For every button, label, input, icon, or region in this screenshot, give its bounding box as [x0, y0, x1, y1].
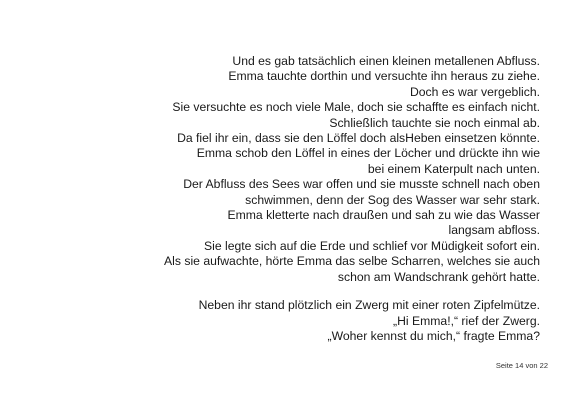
paragraph-1	[120, 54, 540, 285]
text-line: Als sie aufwachte, hörte Emma das selbe Scharren, welches sie auch	[164, 254, 540, 269]
text-line: Neben ihr stand plötzlich ein Zwerg mit einer roten Zipfelmütze.	[198, 298, 540, 313]
paragraph-2	[120, 298, 540, 344]
text-line: Doch es war vergeblich.	[409, 84, 540, 99]
text-line: Emma tauchte dorthin und versuchte ihn heraus zu ziehe.	[228, 69, 540, 84]
story-text	[120, 54, 540, 344]
text-line: langsam abfloss.	[448, 223, 540, 238]
text-line: „Woher kennst du mich,“ fragte Emma?	[327, 328, 540, 343]
text-line: Sie legte sich auf die Erde und schlief vor Müdigkeit sofort ein.	[203, 238, 540, 253]
text-line: Sie versuchte es noch viele Male, doch sie schaffte es einfach nicht.	[172, 100, 540, 115]
text-line: Schließlich tauchte sie noch einmal ab.	[329, 115, 540, 130]
text-line: Emma schob den Löffel in eines der Löcher und drückte ihn wie	[196, 146, 540, 161]
text-line: Der Abfluss des Sees war offen und sie musste schnell nach oben	[183, 177, 540, 192]
text-line: Emma kletterte nach draußen und sah zu wie das Wasser	[227, 208, 540, 223]
text-line: Und es gab tatsächlich einen kleinen metallenen Abfluss.	[232, 54, 540, 68]
text-line: schwimmen, denn der Sog des Wasser war sehr stark.	[245, 192, 540, 207]
page-number: Seite 14 von 22	[495, 361, 548, 370]
text-line: bei einem Katerpult nach unten.	[367, 161, 540, 176]
text-line: „Hi Emma!,“ rief der Zwerg.	[393, 313, 540, 328]
text-line: Da fiel ihr ein, dass sie den Löffel doch alsHeben einsetzen könnte.	[177, 131, 540, 146]
text-line: schon am Wandschrank gehört hatte.	[337, 269, 540, 284]
